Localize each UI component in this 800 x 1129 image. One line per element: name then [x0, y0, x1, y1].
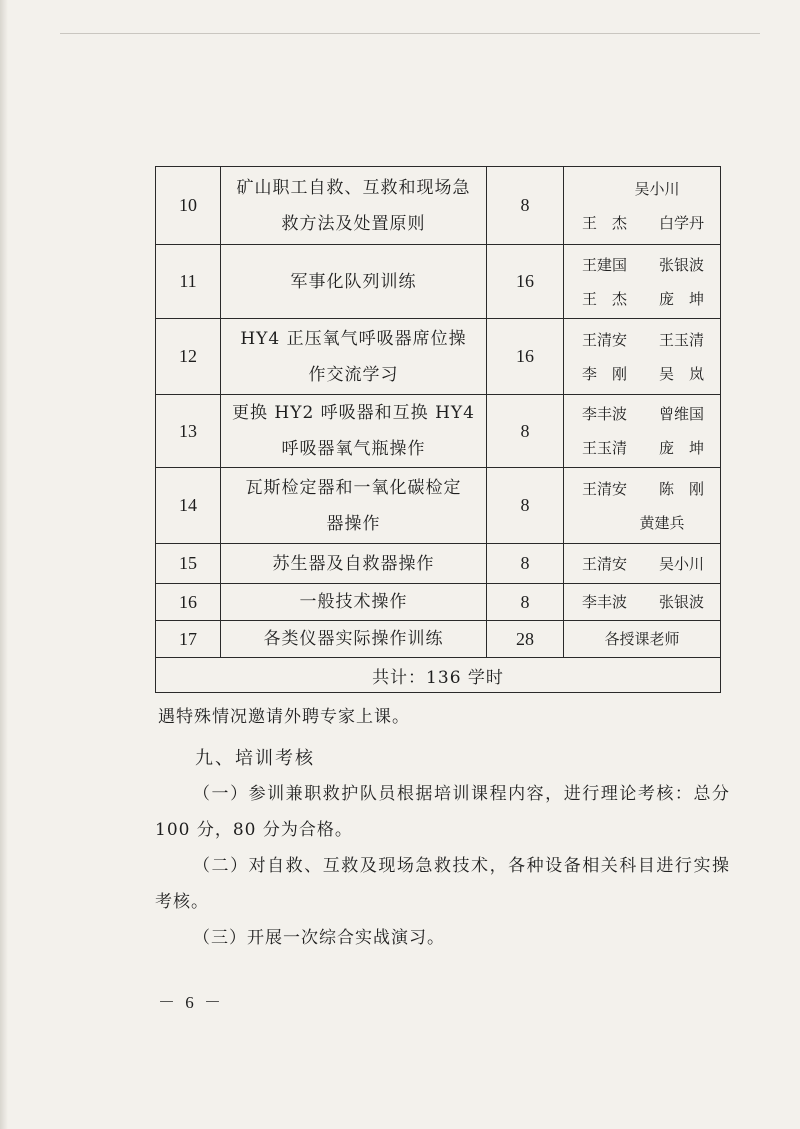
- course-hours: 16: [487, 245, 564, 319]
- teacher-pair: [564, 282, 720, 316]
- row-number: 10: [156, 167, 221, 245]
- teacher-name: 庞 坤: [658, 289, 704, 308]
- teacher-pair: [564, 397, 720, 431]
- course-hours: 28: [487, 621, 564, 658]
- course-title: [221, 584, 487, 621]
- course-table: [155, 166, 721, 693]
- row-number: 11: [156, 245, 221, 319]
- teacher-name: 王 杰: [582, 213, 628, 232]
- course-teachers: [564, 584, 721, 621]
- teacher-name: 陈 刚: [658, 479, 704, 498]
- teacher-pair: [564, 431, 720, 465]
- course-title: [221, 621, 487, 658]
- table-row: [156, 584, 721, 621]
- teacher-pair: [564, 248, 720, 282]
- teacher-name: 王清安: [582, 330, 628, 349]
- teacher-name: 庞 坤: [658, 439, 704, 457]
- teacher-name: 王建国: [582, 255, 628, 274]
- table-total-row: [156, 658, 721, 693]
- course-teachers: [564, 319, 721, 395]
- row-number: 17: [156, 621, 221, 658]
- teacher-pair: [564, 547, 720, 581]
- paragraph-practical-exam: （二）对自救、互救及现场急救技术，各种设备相关科目进行实操考核。: [155, 856, 730, 912]
- course-title-line: 救方法及处置原则: [281, 213, 426, 234]
- table-row: [156, 245, 721, 319]
- teacher-pair: [564, 472, 720, 506]
- header-rule: [60, 33, 760, 34]
- teacher-name: 王玉清: [658, 330, 704, 349]
- table-row: [156, 468, 721, 544]
- course-title: [221, 167, 487, 245]
- course-title: [221, 395, 487, 468]
- teacher-name: 黄建兵: [639, 513, 685, 532]
- table-row: [156, 167, 721, 245]
- table-row: [156, 319, 721, 395]
- course-title-line: 更换 HY2 呼吸器和互换 HY4: [232, 403, 475, 423]
- course-title-line: 一般技术操作: [299, 592, 408, 612]
- teacher-name: 张银波: [658, 593, 704, 611]
- teacher-pair: [564, 357, 720, 391]
- course-teachers: [564, 468, 721, 544]
- course-hours: 8: [487, 395, 564, 468]
- paragraph-theory-exam: （一）参训兼职救护队员根据培训课程内容，进行理论考核：总分 100 分，80 分为合格。: [155, 784, 730, 840]
- course-hours: 8: [487, 584, 564, 621]
- teacher-name: 王清安: [582, 554, 628, 573]
- row-number: 12: [156, 319, 221, 395]
- course-title: [221, 468, 487, 544]
- page-number: － 6 －: [158, 993, 224, 1012]
- course-title-line: HY4 正压氧气呼吸器席位操: [240, 328, 467, 349]
- course-title-line: 器操作: [326, 513, 381, 534]
- teacher-pair: [564, 206, 720, 240]
- teacher-name: 各授课老师: [604, 630, 680, 648]
- teacher-name: 白学丹: [658, 213, 704, 232]
- teacher-pair: [564, 585, 720, 619]
- course-teachers: [564, 245, 721, 319]
- teacher-name: 李丰波: [582, 405, 628, 423]
- course-table-body: [156, 167, 721, 693]
- course-hours: 8: [487, 544, 564, 584]
- course-teachers: [564, 621, 721, 658]
- teacher-name: 曾维国: [658, 405, 704, 423]
- course-teachers: [564, 167, 721, 245]
- course-title-line: 矿山职工自救、互救和现场急: [236, 177, 471, 198]
- course-title-line: 苏生器及自救器操作: [272, 553, 435, 574]
- course-title: [221, 245, 487, 319]
- teacher-name: 王清安: [582, 479, 628, 498]
- total-hours: 共计：136 学时: [156, 658, 721, 693]
- special-note: 遇特殊情况邀请外聘专家上课。: [158, 707, 410, 727]
- paragraph-drill: （三）开展一次综合实战演习。: [193, 928, 445, 948]
- teacher-name: 吴小川: [634, 179, 680, 198]
- course-teachers: [564, 544, 721, 584]
- teacher-name: 李 刚: [582, 364, 628, 383]
- teacher-pair: [564, 323, 720, 357]
- course-hours: 8: [487, 167, 564, 245]
- course-title-line: 作交流学习: [308, 364, 399, 385]
- course-teachers: [564, 395, 721, 468]
- course-title-line: 各类仪器实际操作训练: [263, 629, 444, 649]
- row-number: 14: [156, 468, 221, 544]
- teacher-name: 王 杰: [582, 289, 628, 308]
- course-title-line: 军事化队列训练: [290, 271, 417, 292]
- table-row: [156, 621, 721, 658]
- row-number: 13: [156, 395, 221, 468]
- course-title: [221, 544, 487, 584]
- section-heading: 九、培训考核: [195, 748, 315, 769]
- course-title-line: 呼吸器氧气瓶操作: [281, 439, 426, 459]
- table-row: [156, 544, 721, 584]
- teacher-name: 王玉清: [582, 439, 628, 457]
- table-row: [156, 395, 721, 468]
- row-number: 15: [156, 544, 221, 584]
- teacher-name: 吴 岚: [658, 364, 704, 383]
- teacher-name: 吴小川: [658, 554, 704, 573]
- teacher-name: 李丰波: [582, 593, 628, 611]
- teacher-name: 张银波: [658, 255, 704, 274]
- scan-edge-shadow: [0, 0, 8, 1129]
- course-hours: 8: [487, 468, 564, 544]
- row-number: 16: [156, 584, 221, 621]
- course-hours: 16: [487, 319, 564, 395]
- course-title-line: 瓦斯检定器和一氧化碳检定: [245, 477, 462, 498]
- course-title: [221, 319, 487, 395]
